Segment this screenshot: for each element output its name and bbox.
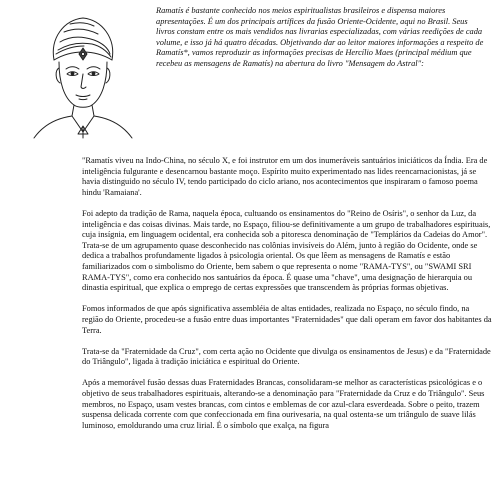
paragraph: Fomos informados de que após significativa assembléia de altas entidades, realizada no Espaço, no século findo, na região do Oriente, procedeu-se a fusão entre duas importantes "Fraternidades" que dali operam em favor dos habitantes da Terra.: [82, 304, 492, 335]
intro-paragraph: Ramatís é bastante conhecido nos meios espiritualistas brasileiros e dispensa maiores apresentações. É um dos principais artífices da fusão Oriente-Ocidente, aqui no Brasil. Seus livros constam entre os mais vendidos nas livrarias especializadas, com várias reedições de cada volume, e isso já há quatro décadas. Objetivando dar ao leitor maiores informações a respeito de Ramatís*, vamos reproduzir as informações precisas de Hercílio Maes (principal médium que recebeu as mensagens de Ramatís) na abertura do livro "Mensagem do Astral":: [156, 6, 484, 68]
paragraph: "Ramatís viveu na Indo-China, no século X, e foi instrutor em um dos inumeráveis santuários iniciáticos da Índia. Era de inteligência fulgurante e desencarnou bastante moço. Espírito muito experimentado nas lides reencarnacionistas, já se havia distinguido no século IV, tendo participado do ciclo ariano, nos acontecimentos que inspiraram o famoso poema hindu 'Ramaiana'.: [82, 156, 488, 197]
paragraph: Após a memorável fusão dessas duas Fraternidades Brancas, consolidaram-se melhor as características psicológicas e o objetivo de seus trabalhadores espirituais, alterando-se a denominação para "Fraternidade da Cruz e do Triângulo". Seus membros, no Espaço, usam vestes brancas, com cintos e emblemas de cor azul-clara esverdeada. Sobre o peito, trazem suspensa delicada corrente com que confeccionada em fina ourivesaria, na qual ostenta-se um triângulo de suave lilás luminoso, emoldurando uma cruz lirial. É o símbolo que exalça, na figura: [82, 378, 485, 430]
paragraph: Foi adepto da tradição de Rama, naquela época, cultuando os ensinamentos do "Reino de Osíris", o senhor da Luz, da inteligência e das coisas divinas. Mais tarde, no Espaço, filiou-se definitivamente a um grupo de trabalhadores espirituais, cuja insígnia, em linguagem ocidental, era conhecida sob a pitoresca denominação de "Templários da Cadeias do Amor". Trata-se de um agrupamento quase desconhecido nas colônias invisíveis do Além, junto à região do Ocidente, onde se dedica a trabalhos profundamente ligados à psicologia oriental. Os que lêem as mensagens de Ramatís e estão familiarizados com o simbolismo do Oriente, bem sabem o que representa o nome "RAMA-TYS", ou "SWAMI SRI RAMA-TYS", como era conhecido nos santuários da época. É quase uma "chave", uma designação de hierarquia ou dinastia espiritual, que explica o emprego de certas expressões que transcendem às próprias formas objetivas.: [82, 208, 491, 293]
paragraph: Trata-se da "Fraternidade da Cruz", com certa ação no Ocidente que divulga os ensinamentos de Jesus) e da "Fraternidade do Triângulo", ligada à tradição iniciática e espiritual do Oriente.: [82, 346, 491, 367]
ramatis-portrait: [24, 8, 142, 144]
main-text: [82, 156, 492, 442]
